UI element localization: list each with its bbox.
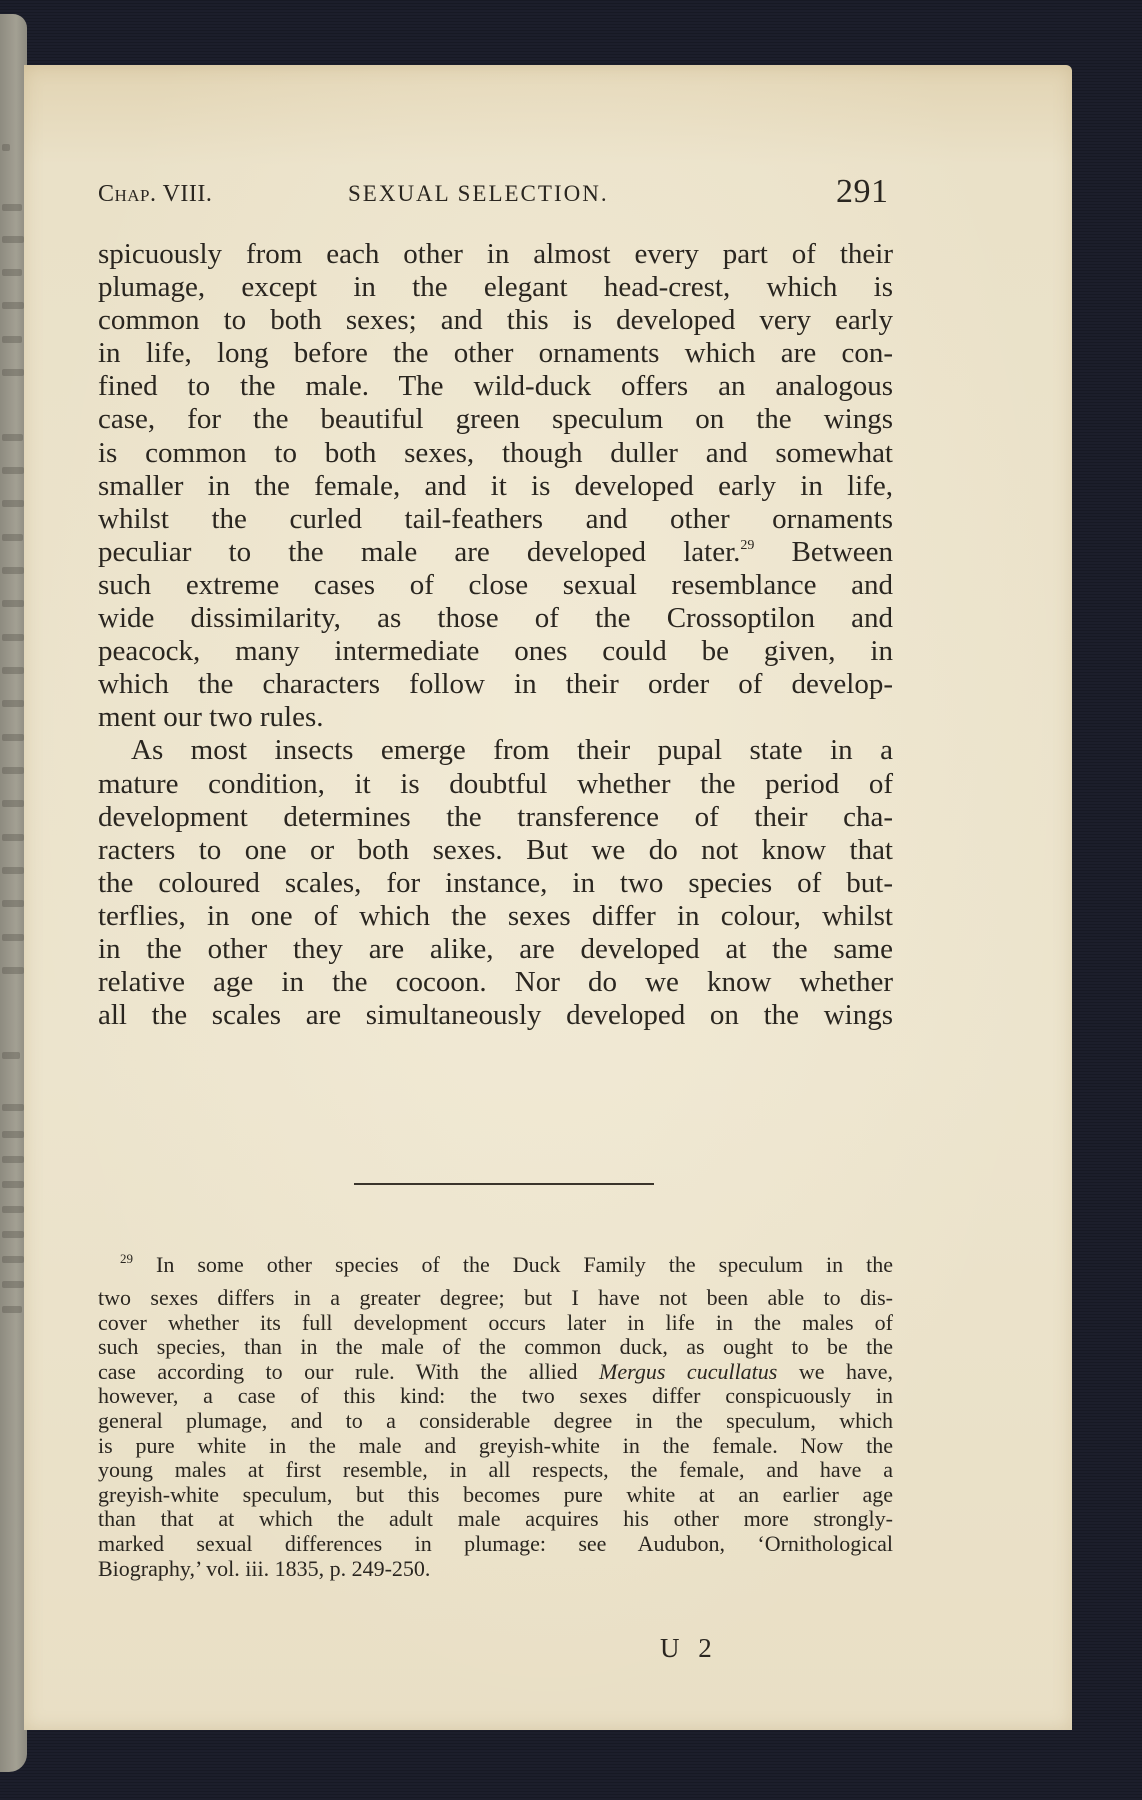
text-line: which the characters follow in their order of develop- xyxy=(98,668,893,701)
footnote-line: such species, than in the male of the common duck, as ought to be the xyxy=(98,1334,893,1360)
text-line: spicuously from each other in almost every part of their xyxy=(98,238,893,270)
chapter-label: Chap. VIII. xyxy=(98,181,213,207)
adjacent-page-edge xyxy=(0,14,27,1772)
running-title: SEXUAL SELECTION. xyxy=(348,181,609,206)
text-line: terflies, in one of which the sexes differ in colour, whilst xyxy=(98,899,893,932)
text-line: wide dissimilarity, as those of the Crossoptilon and xyxy=(98,602,893,635)
footnote-divider xyxy=(354,1183,654,1185)
text-line: in the other they are alike, are developed at the same xyxy=(98,932,893,965)
footnote-line-with-species xyxy=(98,1360,893,1385)
running-head xyxy=(98,173,898,213)
text-line: peacock, many intermediate ones could be given, in xyxy=(98,635,893,668)
text-line: case, for the beautiful green speculum on the wings xyxy=(98,403,893,436)
species-name: Mergus cucullatus xyxy=(599,1358,778,1384)
text-segment: peculiar to the male are developed later. xyxy=(98,535,741,568)
footnote-line: than that at which the adult male acquires his other more strongly- xyxy=(98,1506,893,1532)
text-line: mature condition, it is doubtful whether the period of xyxy=(98,767,893,800)
text-line-with-footnote xyxy=(98,536,893,569)
text-line: is common to both sexes, though duller and somewhat xyxy=(98,436,893,469)
text-line: racters to one or both sexes. But we do not know that xyxy=(98,833,893,866)
footnote-line: two sexes differs in a greater degree; but I have not been able to dis- xyxy=(98,1285,893,1311)
book-page xyxy=(24,65,1072,1730)
footnote-line: marked sexual differences in plumage: see Audubon, ‘Ornithological xyxy=(98,1531,893,1557)
text-line: common to both sexes; and this is developed very early xyxy=(98,304,893,337)
footnote-line: greyish-white speculum, but this becomes pure white at an earlier age xyxy=(98,1481,893,1507)
text-line: ment our two rules. xyxy=(98,701,324,734)
text-segment: In some other species of the Duck Family the speculum in the xyxy=(156,1252,894,1277)
footnote-first-line xyxy=(98,1253,893,1286)
main-text xyxy=(98,238,893,1032)
signature-mark: U 2 xyxy=(660,1633,718,1663)
footnote-line: Biography,’ vol. iii. 1835, p. 249-250. xyxy=(98,1555,431,1581)
footnote-line: cover whether its full development occurs later in life in the males of xyxy=(98,1309,893,1335)
paragraph-start-line: As most insects emerge from their pupal state in a xyxy=(131,734,893,767)
text-line: relative age in the cocoon. Nor do we know whether xyxy=(98,966,893,999)
text-line: smaller in the female, and it is developed early in life, xyxy=(98,469,893,502)
footnote-line: young males at first resemble, in all respects, the female, and have a xyxy=(98,1457,893,1483)
text-line: fined to the male. The wild-duck offers an analogous xyxy=(98,370,893,403)
page-number: 291 xyxy=(836,173,889,210)
text-line: plumage, except in the elegant head-crest, which is xyxy=(98,271,893,304)
text-line: the coloured scales, for instance, in two species of but- xyxy=(98,866,893,899)
footnote-number: 29 xyxy=(120,1251,133,1266)
footnote-line: however, a case of this kind: the two sexes differ conspicuously in xyxy=(98,1383,893,1409)
text-segment: case according to our rule. With the allied xyxy=(98,1358,578,1384)
text-segment: Between xyxy=(791,535,894,568)
footnote-line: is pure white in the male and greyish-white in the female. Now the xyxy=(98,1432,893,1458)
footnote-reference[interactable]: 29 xyxy=(740,537,755,553)
text-line: development determines the transference of their cha- xyxy=(98,800,893,833)
text-line: whilst the curled tail-feathers and other ornaments xyxy=(98,502,893,535)
footnote-29 xyxy=(98,1253,893,1581)
text-line: all the scales are simultaneously developed on the wings xyxy=(98,999,893,1032)
text-line: such extreme cases of close sexual resemblance and xyxy=(98,568,893,601)
footnote-line: general plumage, and to a considerable degree in the speculum, which xyxy=(98,1408,893,1434)
text-segment: we have, xyxy=(798,1358,894,1384)
text-line: in life, long before the other ornaments which are con- xyxy=(98,337,893,370)
